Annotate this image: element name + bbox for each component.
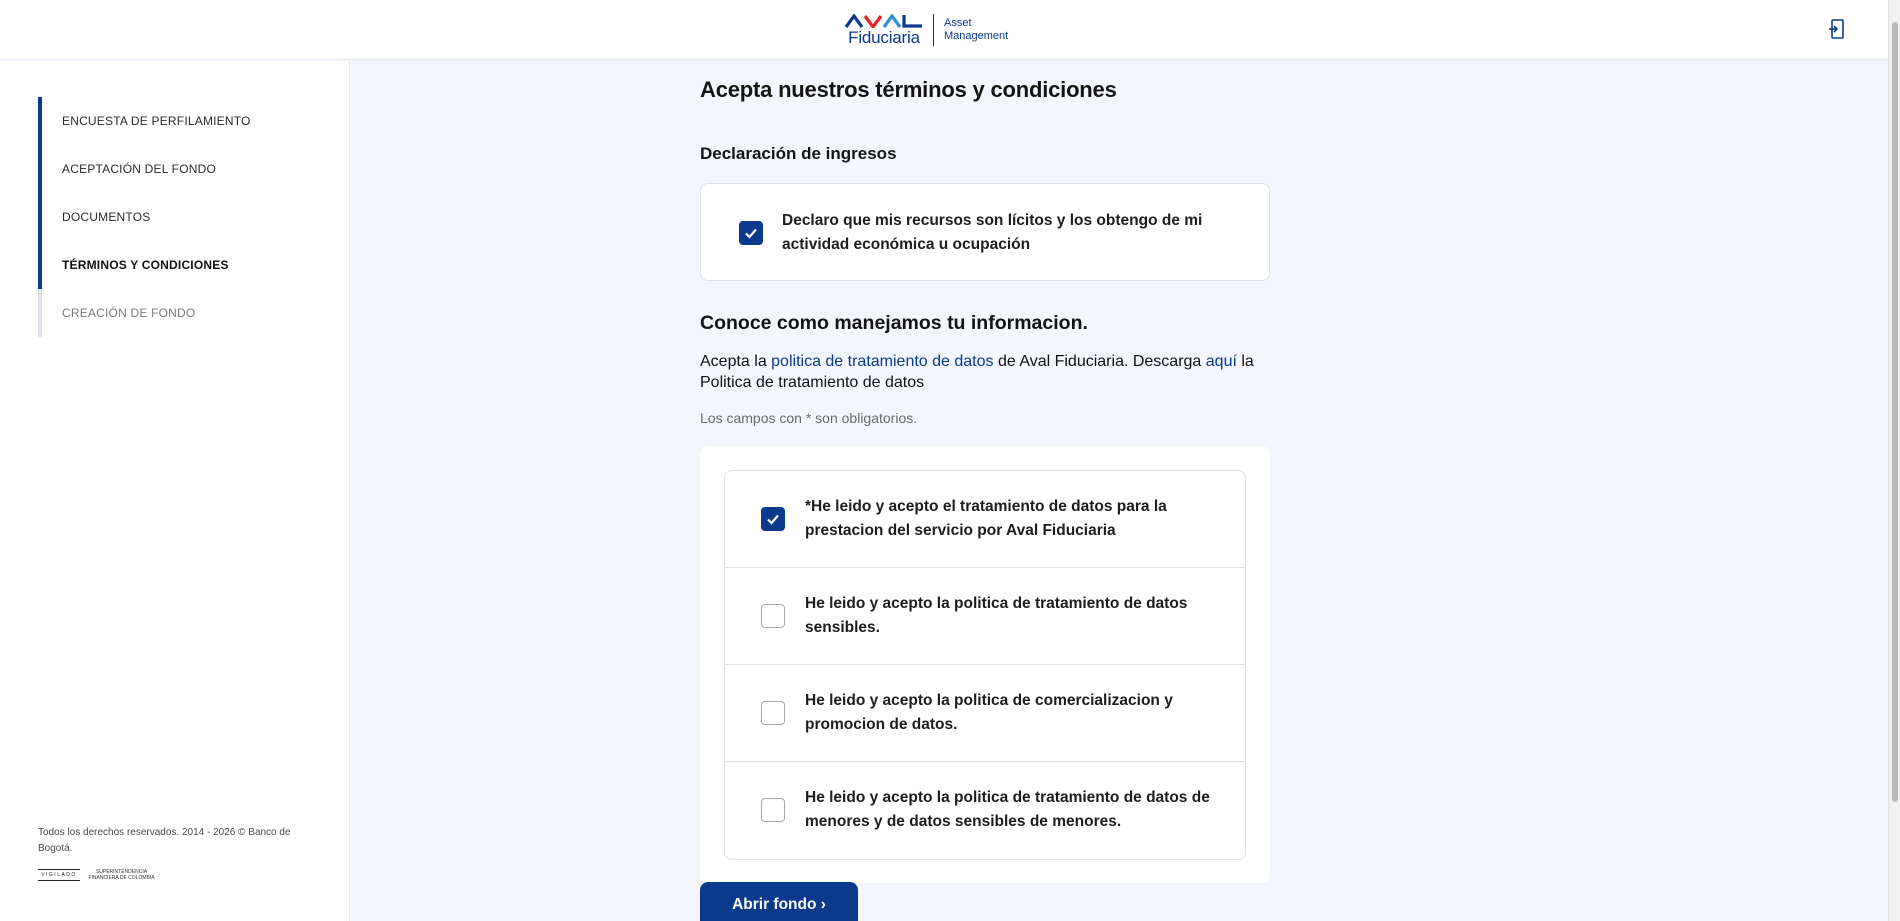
logout-icon[interactable] <box>1826 18 1848 40</box>
page-title: Acepta nuestros términos y condiciones <box>700 77 1117 102</box>
consent-label: He leido y acepto la politica de comercializacion y promocion de datos. <box>805 692 1173 733</box>
step-list <box>38 97 328 337</box>
logo-mark <box>844 14 924 47</box>
consent-sensitive-data-row <box>725 568 1245 665</box>
consent-service-data-checkbox[interactable] <box>761 507 785 531</box>
progress-sidebar <box>0 61 350 921</box>
consent-sensitive-data-checkbox[interactable] <box>761 604 785 628</box>
info-text-part: Acepta la <box>700 353 772 370</box>
logo-tagline-line1: Asset <box>944 17 972 29</box>
income-declaration-checkbox[interactable] <box>739 221 763 245</box>
step-creacion-fondo[interactable] <box>38 289 328 337</box>
step-terminos-condiciones[interactable] <box>38 241 328 289</box>
info-text-part: de Aval Fiduciaria. Descarga <box>993 353 1206 370</box>
logo-tagline-line2: Management <box>944 30 1009 42</box>
consent-minors-data-row <box>725 762 1245 859</box>
step-label: TÉRMINOS Y CONDICIONES <box>62 258 229 272</box>
consent-service-data-row <box>725 471 1245 568</box>
vigilado-label: VIGILADO <box>38 869 80 881</box>
checkmark-icon <box>743 225 759 241</box>
data-policy-link[interactable]: politica de tratamiento de datos <box>771 353 994 370</box>
aval-fiduciaria-logo[interactable] <box>844 12 1008 48</box>
page-scrollbar[interactable] <box>1888 0 1900 921</box>
data-policy-text <box>700 351 1270 393</box>
consent-label: *He leido y acepto el tratamiento de datos para la prestacion del servicio por Aval Fiduciaria <box>805 498 1167 539</box>
top-header <box>0 0 1888 60</box>
copyright-footer: Todos los derechos reservados. 2014 - 2026 © Banco de Bogotá. <box>38 827 291 854</box>
consent-marketing-data-row <box>725 665 1245 762</box>
superfinanciera-label: SUPERINTENDENCIA FINANCIERA DE COLOMBIA <box>88 869 155 881</box>
scrollbar-thumb[interactable] <box>1892 22 1898 802</box>
step-label: ACEPTACIÓN DEL FONDO <box>62 162 217 176</box>
income-declaration-card <box>700 183 1270 281</box>
info-text-part: la Politica de tratamiento de datos <box>700 353 1254 391</box>
open-fund-button[interactable]: Abrir fondo › <box>700 882 858 921</box>
income-heading: Declaración de ingresos <box>700 144 897 163</box>
step-documentos[interactable] <box>38 193 328 241</box>
income-declaration-label: Declaro que mis recursos son lícitos y los obtengo de mi actividad económica u ocupación <box>782 212 1203 253</box>
required-fields-hint: Los campos con * son obligatorios. <box>700 410 918 426</box>
aval-logo-icon <box>844 14 924 28</box>
consent-minors-data-checkbox[interactable] <box>761 798 785 822</box>
consent-label: He leido y acepto la politica de tratamiento de datos sensibles. <box>805 595 1188 636</box>
consent-list <box>724 470 1246 860</box>
step-label: ENCUESTA DE PERFILAMIENTO <box>62 114 251 128</box>
step-label: DOCUMENTOS <box>62 210 151 224</box>
consent-marketing-data-checkbox[interactable] <box>761 701 785 725</box>
info-heading: Conoce como manejamos tu informacion. <box>700 312 1088 334</box>
step-label: CREACIÓN DE FONDO <box>62 306 196 320</box>
consent-panel <box>700 446 1270 883</box>
step-aceptacion-fondo[interactable] <box>38 145 328 193</box>
download-policy-link[interactable]: aquí <box>1205 353 1237 370</box>
step-encuesta-perfilamiento[interactable] <box>38 97 328 145</box>
logo-name: Fiduciaria <box>848 27 920 47</box>
checkmark-icon <box>765 511 781 527</box>
logo-tagline <box>944 17 1008 43</box>
vigilado-superfinanciera-logo <box>38 869 159 881</box>
consent-label: He leido y acepto la politica de tratamiento de datos de menores y de datos sensibles de menores. <box>805 789 1210 830</box>
logo-divider <box>933 14 934 46</box>
